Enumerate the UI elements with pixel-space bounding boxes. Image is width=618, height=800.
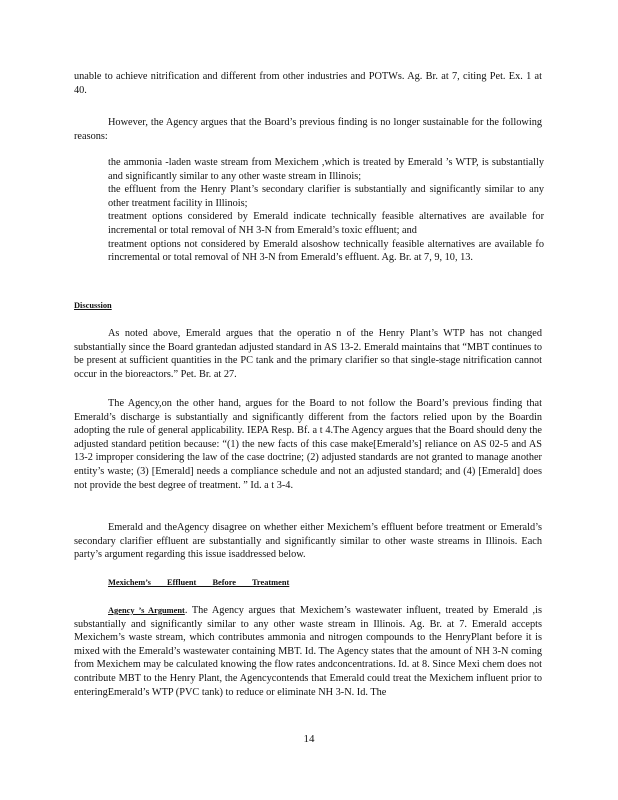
- paragraph-agency-argues: However, the Agency argues that the Board’s previous finding is no longer sustainable for the following reasons:: [74, 117, 542, 142]
- paragraph-agency-other-hand: The Agency,on the other hand, argues for the Board to not follow the Board’s previous finding that Emerald’s discharge is substantially and significantly different from the factors relied upon by the Boardin adopting the rule of general applicability. IEPA Resp. Bf. a t 4.The Agency argues that the Board should deny the adjusted standard petition because: “(1) the new facts of this case make[Emerald’s] reliance on AS 02-5 and AS 13-2 improper considering the law of the case doctrine; (2) adjusted standards are not granted to manage another entity’s waste; (3) [Emerald] needs a compliance schedule and not an adjusted standard; and (4) [Emerald] does not provide the best degree of treatment. ” Id. a t 3-4.: [74, 398, 542, 491]
- list-item: [74, 183, 544, 210]
- bullet-text: treatment options not considered by Emerald alsoshow technically feasible alternatives are available fo rincremental or total removal of NH 3-N from Emerald’s effluent. Ag. Br. at 7, 9, 10, 13.: [108, 238, 544, 264]
- inline-heading-agency-argument: Agency ’s Argument: [108, 606, 185, 615]
- list-item: [74, 238, 544, 265]
- subsection-heading-mexichem: Mexichem’s Effluent Before Treatment: [108, 578, 290, 587]
- reasons-list: [74, 156, 544, 265]
- paragraph-agency-argument-text: . The Agency argues that Mexichem’s wastewater influent, treated by Emerald ,is substantially and significantly similar to any other waste stream in Illinois. Ag. Br. at 7. Emerald accepts Mexichem’s waste stream, which contributes ammonia and nitrogen compounds to the HenryPlant before it is mixed with the Emerald’s wastewater containing MBT. Id. The Agency states that the amount of NH 3-N coming from Mexichem may be calculated knowing the flow rates andconcentrations. Id. at 8. Since Mexi chem does not contribute MBT to the Henry Plant, the Agencycontends that Emerald could treat the Mexichem influent prior to enteringEmerald’s WTP (PVC tank) to reduce or eliminate NH 3-N. Id. The: [74, 605, 542, 698]
- page-number: 14: [303, 733, 315, 745]
- section-heading-discussion: Discussion: [74, 301, 112, 310]
- bullet-text: treatment options considered by Emerald indicate technically feasible alternatives are available for incremental or total removal of NH 3-N from Emerald’s toxic effluent; and: [108, 211, 544, 236]
- list-item: [74, 210, 544, 237]
- list-item: [74, 156, 544, 183]
- paragraph-disagree: Emerald and theAgency disagree on whether either Mexichem’s effluent before treatment or Emerald’s secondary clarifier effluent are substantially and significantly similar to other waste streams in Illinois. Each party’s argument regarding this issue isaddressed below.: [74, 522, 542, 561]
- bullet-text: the ammonia -laden waste stream from Mexichem ,which is treated by Emerald ’s WTP, is substantially and significantly similar to any other waste stream in Illinois;: [108, 157, 544, 182]
- paragraph-intro: unable to achieve nitrification and different from other industries and POTWs. Ag. Br. at 7, citing Pet. Ex. 1 at 40.: [74, 71, 542, 96]
- paragraph-agency-argument: [74, 604, 542, 699]
- bullet-text: the effluent from the Henry Plant’s secondary clarifier is substantially and significantly similar to any other treatment facility in Illinois;: [108, 184, 544, 209]
- paragraph-emerald-argues: As noted above, Emerald argues that the operatio n of the Henry Plant’s WTP has not changed substantially since the Board grantedan adjusted standard in AS 13-2. Emerald maintains that “MBT continues to be present at sufficient quantities in the PC tank and the primary clarifier so that single-stage nitrification cannot occur in the bioreactors.” Pet. Br. at 27.: [74, 328, 542, 380]
